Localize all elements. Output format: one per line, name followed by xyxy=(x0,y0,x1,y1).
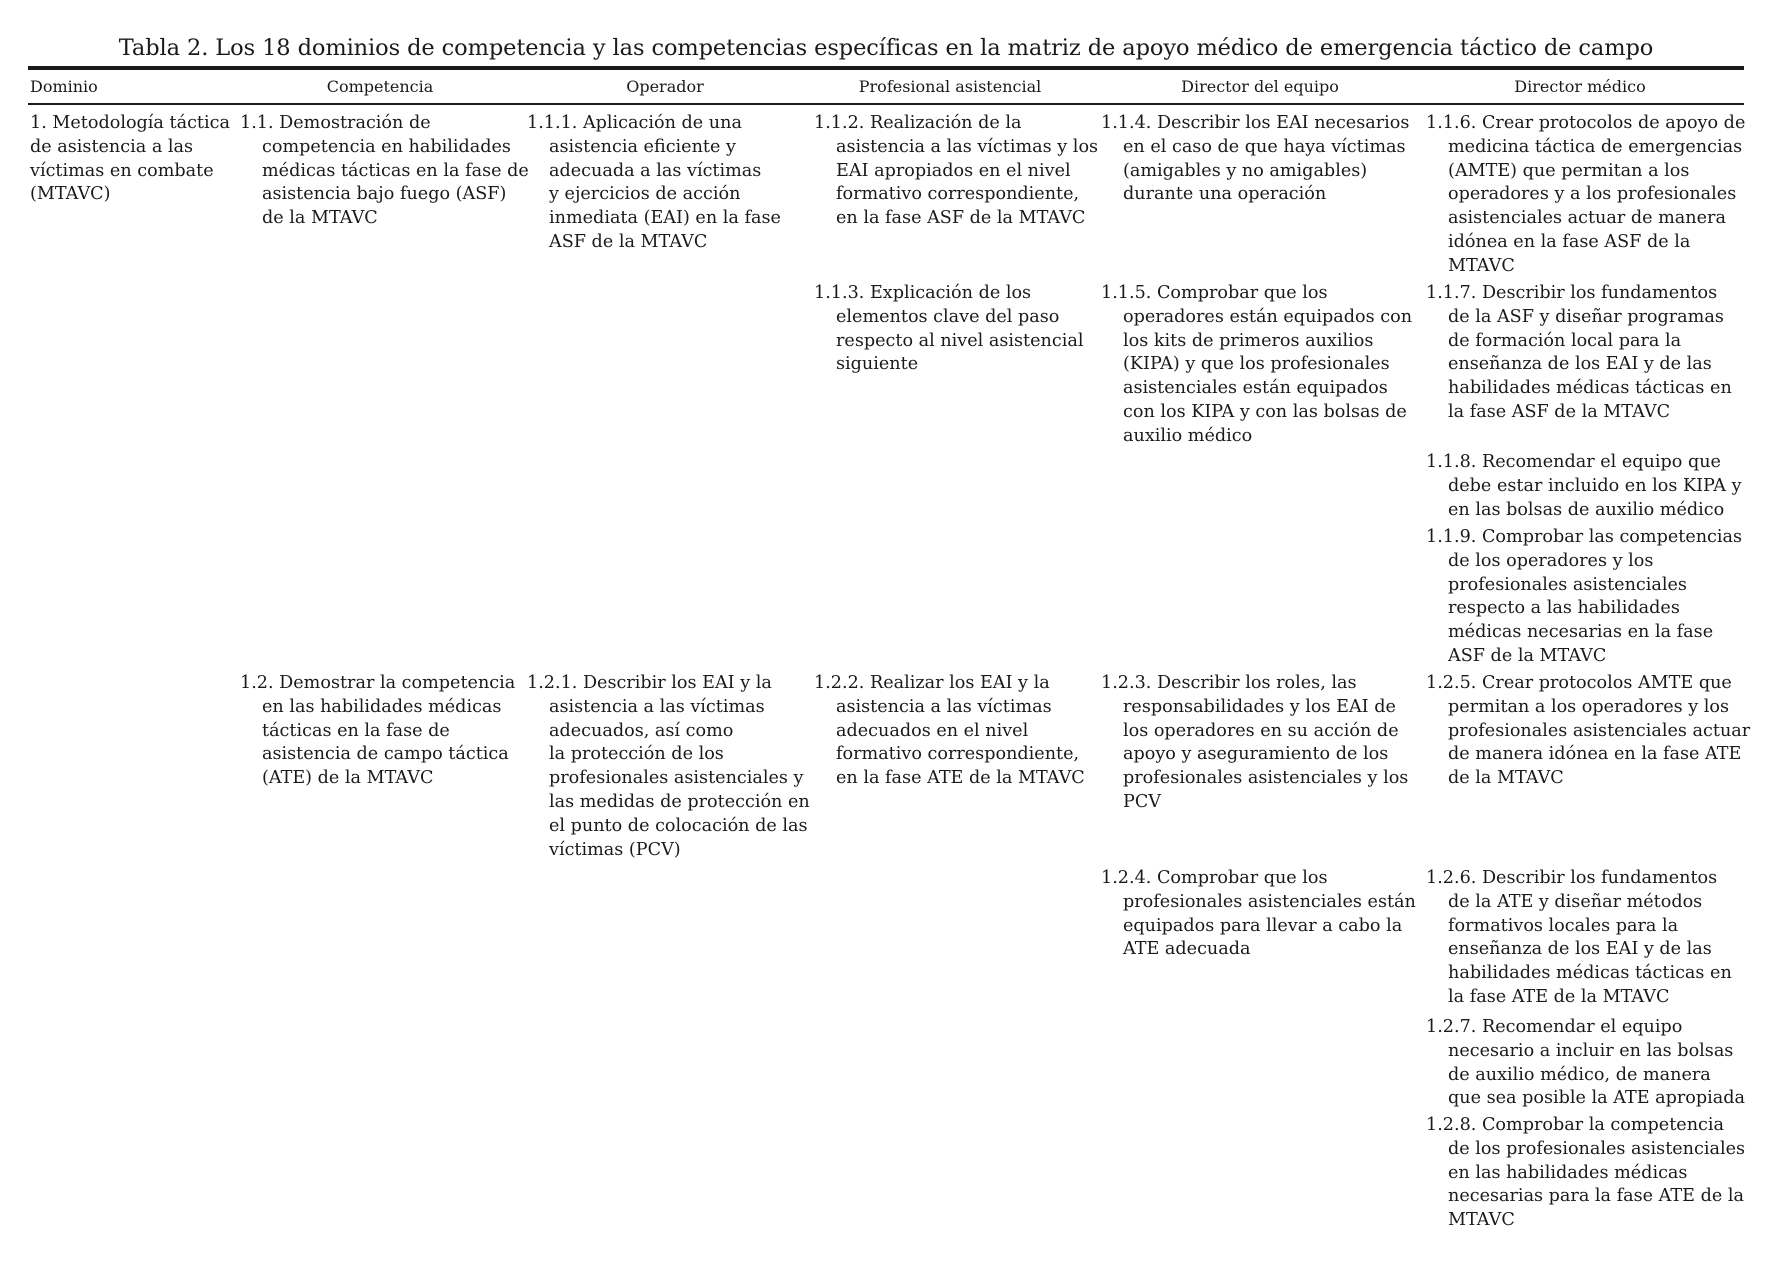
cell-line: tácticas en la fase de xyxy=(262,720,450,741)
cell-line: de la MTAVC xyxy=(262,208,378,229)
cell-line: inmediata (EAI) en la fase xyxy=(549,208,781,229)
cell-line: durante una operación xyxy=(1123,184,1327,205)
cell-line: permitan a los operadores y los xyxy=(1448,696,1730,717)
cell-line: respecto al nivel asistencial xyxy=(836,330,1084,351)
cell-line: 1.1.8. Recomendar el equipo que xyxy=(1426,452,1721,472)
cell-line: 1.1.6. Crear protocolos de apoyo de xyxy=(1426,113,1746,133)
cell-line: 1.2. Demostrar la competencia xyxy=(240,673,516,693)
cell-line: los kits de primeros auxilios xyxy=(1123,330,1374,351)
cell-line: responsabilidades y los EAI de xyxy=(1123,696,1396,717)
cell-line: (KIPA) y que los profesionales xyxy=(1123,354,1390,375)
cell-line: 1.1.5. Comprobar que los xyxy=(1101,283,1328,303)
cell-line: la fase ATE de la MTAVC xyxy=(1448,986,1670,1007)
cell-line: el punto de colocación de las xyxy=(549,815,808,836)
cell-director-medico-1-1-8 xyxy=(1426,451,1742,522)
cell-line: profesionales asistenciales actuar xyxy=(1448,720,1751,741)
cell-line: la protección de los xyxy=(549,744,724,765)
cell-line: asistencia a las víctimas xyxy=(836,696,1052,717)
cell-line: (amigables y no amigables) xyxy=(1123,160,1368,181)
cell-line: 1.1.1. Aplicación de una xyxy=(527,113,742,133)
cell-line: asistencia bajo fuego (ASF) xyxy=(262,184,507,205)
cell-director-equipo-1-1-5 xyxy=(1101,282,1412,449)
cell-line: 1.2.4. Comprobar que los xyxy=(1101,868,1328,888)
cell-line: asistencia de campo táctica xyxy=(262,744,509,765)
cell-line: y ejercicios de acción xyxy=(549,184,741,205)
cell-competencia-1-2 xyxy=(240,672,515,791)
cell-line: medicina táctica de emergencias xyxy=(1448,136,1743,157)
cell-line: en las habilidades médicas xyxy=(1448,1162,1688,1183)
cell-director-equipo-1-2-3 xyxy=(1101,672,1408,815)
cell-line: 1.1.4. Describir los EAI necesarios xyxy=(1101,113,1410,133)
cell-line: enseñanza de los EAI y de las xyxy=(1448,939,1712,960)
cell-line: 1.2.3. Describir los roles, las xyxy=(1101,673,1357,693)
cell-line: competencia en habilidades xyxy=(262,136,511,157)
table-caption: Tabla 2. Los 18 dominios de competencia y las competencias específicas en la matriz de apoyo médico de emergencia táctico de campo xyxy=(118,35,1654,61)
cell-line: enseñanza de los EAI y de las xyxy=(1448,354,1712,375)
cell-line: de manera idónea en la fase ATE xyxy=(1448,744,1742,765)
cell-line: con los KIPA y con las bolsas de xyxy=(1123,401,1407,422)
cell-line: de formación local para la xyxy=(1448,330,1682,351)
cell-line: (ATE) de la MTAVC xyxy=(262,768,434,789)
header-director-medico: Director médico xyxy=(1514,77,1646,96)
cell-line: formativos locales para la xyxy=(1448,915,1679,936)
cell-line: operadores y a los profesionales xyxy=(1448,184,1737,205)
cell-line: (MTAVC) xyxy=(30,184,111,205)
cell-line: elementos clave del paso xyxy=(836,306,1060,327)
cell-line: 1.2.6. Describir los fundamentos xyxy=(1426,868,1718,888)
cell-line: de asistencia a las xyxy=(30,136,194,157)
cell-line: asistencia eficiente y xyxy=(549,136,736,157)
cell-line: necesarias para la fase ATE de la xyxy=(1448,1186,1744,1207)
cell-director-medico-1-1-7 xyxy=(1426,282,1732,425)
cell-line: habilidades médicas tácticas en xyxy=(1448,963,1732,984)
cell-line: en las bolsas de auxilio médico xyxy=(1448,499,1725,520)
cell-line: debe estar incluido en los KIPA y xyxy=(1448,475,1742,496)
cell-line: de la MTAVC xyxy=(1448,768,1564,789)
cell-line: MTAVC xyxy=(1448,1210,1515,1231)
cell-line: asistenciales actuar de manera xyxy=(1448,208,1726,229)
cell-line: formativo correspondiente, xyxy=(836,184,1080,205)
cell-line: asistenciales están equipados xyxy=(1123,378,1388,399)
header-profesional-asistencial: Profesional asistencial xyxy=(858,77,1042,96)
cell-director-equipo-1-2-4 xyxy=(1101,867,1416,962)
cell-line: de auxilio médico, de manera xyxy=(1448,1064,1711,1085)
cell-line: 1.2.2. Realizar los EAI y la xyxy=(814,673,1050,693)
cell-line: necesario a incluir en las bolsas xyxy=(1448,1040,1734,1061)
cell-director-medico-1-2-8 xyxy=(1426,1114,1745,1233)
cell-line: profesionales asistenciales están xyxy=(1123,891,1416,912)
cell-operador-1-1-1 xyxy=(527,112,781,255)
cell-line: adecuados en el nivel xyxy=(836,720,1029,741)
cell-line: profesionales asistenciales y xyxy=(549,768,804,789)
cell-line: equipados para llevar a cabo la xyxy=(1123,915,1403,936)
cell-line: 1.1.3. Explicación de los xyxy=(814,283,1032,303)
cell-line: adecuados, así como xyxy=(549,720,734,741)
cell-profesional-1-1-3 xyxy=(814,282,1083,377)
cell-line: ATE adecuada xyxy=(1123,939,1251,960)
cell-line: asistencia a las víctimas y los xyxy=(836,136,1099,157)
cell-director-medico-1-2-6 xyxy=(1426,867,1732,1010)
cell-line: 1.2.5. Crear protocolos AMTE que xyxy=(1426,673,1732,693)
cell-line: 1.2.7. Recomendar el equipo xyxy=(1426,1017,1683,1037)
cell-line: en el caso de que haya víctimas xyxy=(1123,136,1406,157)
cell-line: idónea en la fase ASF de la xyxy=(1448,231,1691,252)
cell-operador-1-2-1 xyxy=(527,672,810,862)
cell-line: operadores están equipados con xyxy=(1123,306,1413,327)
cell-line: (AMTE) que permitan a los xyxy=(1448,160,1690,181)
cell-line: 1.2.8. Comprobar la competencia xyxy=(1426,1115,1725,1135)
cell-line: 1.1.9. Comprobar las competencias xyxy=(1426,527,1743,547)
cell-line: 1.2.1. Describir los EAI y la xyxy=(527,673,772,693)
cell-line: respecto a las habilidades xyxy=(1448,598,1680,619)
cell-line: PCV xyxy=(1123,791,1162,812)
cell-line: en las habilidades médicas xyxy=(262,696,502,717)
cell-line: víctimas (PCV) xyxy=(549,839,681,860)
header-operador: Operador xyxy=(626,77,704,96)
cell-line: 1.1.7. Describir los fundamentos xyxy=(1426,283,1718,303)
cell-line: médicas tácticas en la fase de xyxy=(262,160,529,181)
cell-line: profesionales asistenciales y los xyxy=(1123,768,1409,789)
cell-line: de los operadores y los xyxy=(1448,550,1654,571)
cell-line: 1.1. Demostración de xyxy=(240,113,431,133)
cell-line: habilidades médicas tácticas en xyxy=(1448,378,1732,399)
header-rule xyxy=(28,103,1744,105)
cell-line: las medidas de protección en xyxy=(549,791,810,812)
cell-line: los operadores en su acción de xyxy=(1123,720,1399,741)
cell-line: de la ATE y diseñar métodos xyxy=(1448,891,1703,912)
cell-director-medico-1-2-7 xyxy=(1426,1016,1745,1111)
cell-line: ASF de la MTAVC xyxy=(549,231,708,252)
cell-director-equipo-1-1-4 xyxy=(1101,112,1409,207)
cell-line: 1.1.2. Realización de la xyxy=(814,113,1022,133)
cell-line: auxilio médico xyxy=(1123,425,1253,446)
cell-profesional-1-1-2 xyxy=(814,112,1098,231)
cell-line: la fase ASF de la MTAVC xyxy=(1448,401,1671,422)
cell-profesional-1-2-2 xyxy=(814,672,1085,791)
header-director-equipo: Director del equipo xyxy=(1181,77,1339,96)
cell-line: médicas necesarias en la fase xyxy=(1448,622,1714,643)
cell-line: que sea posible la ATE apropiada xyxy=(1448,1088,1746,1109)
top-rule xyxy=(28,66,1744,70)
cell-line: MTAVC xyxy=(1448,255,1515,276)
cell-line: adecuada a las víctimas xyxy=(549,160,762,181)
cell-line: en la fase ASF de la MTAVC xyxy=(836,208,1086,229)
header-competencia: Competencia xyxy=(326,77,434,96)
cell-line: EAI apropiados en el nivel xyxy=(836,160,1071,181)
cell-line: 1. Metodología táctica xyxy=(30,113,230,133)
cell-line: profesionales asistenciales xyxy=(1448,574,1687,595)
cell-line: apoyo y aseguramiento de los xyxy=(1123,744,1389,765)
cell-line: de la ASF y diseñar programas xyxy=(1448,306,1724,327)
cell-line: víctimas en combate xyxy=(30,160,214,181)
cell-dominio-1 xyxy=(30,112,230,207)
cell-line: formativo correspondiente, xyxy=(836,744,1080,765)
cell-director-medico-1-1-6 xyxy=(1426,112,1745,279)
cell-line: asistencia a las víctimas xyxy=(549,696,765,717)
cell-line: ASF de la MTAVC xyxy=(1448,645,1607,666)
header-dominio: Dominio xyxy=(30,77,98,96)
cell-competencia-1-1 xyxy=(240,112,529,231)
cell-line: de los profesionales asistenciales xyxy=(1448,1138,1746,1159)
cell-director-medico-1-1-9 xyxy=(1426,526,1742,669)
cell-line: en la fase ATE de la MTAVC xyxy=(836,768,1085,789)
cell-line: siguiente xyxy=(836,354,919,375)
cell-director-medico-1-2-5 xyxy=(1426,672,1750,791)
